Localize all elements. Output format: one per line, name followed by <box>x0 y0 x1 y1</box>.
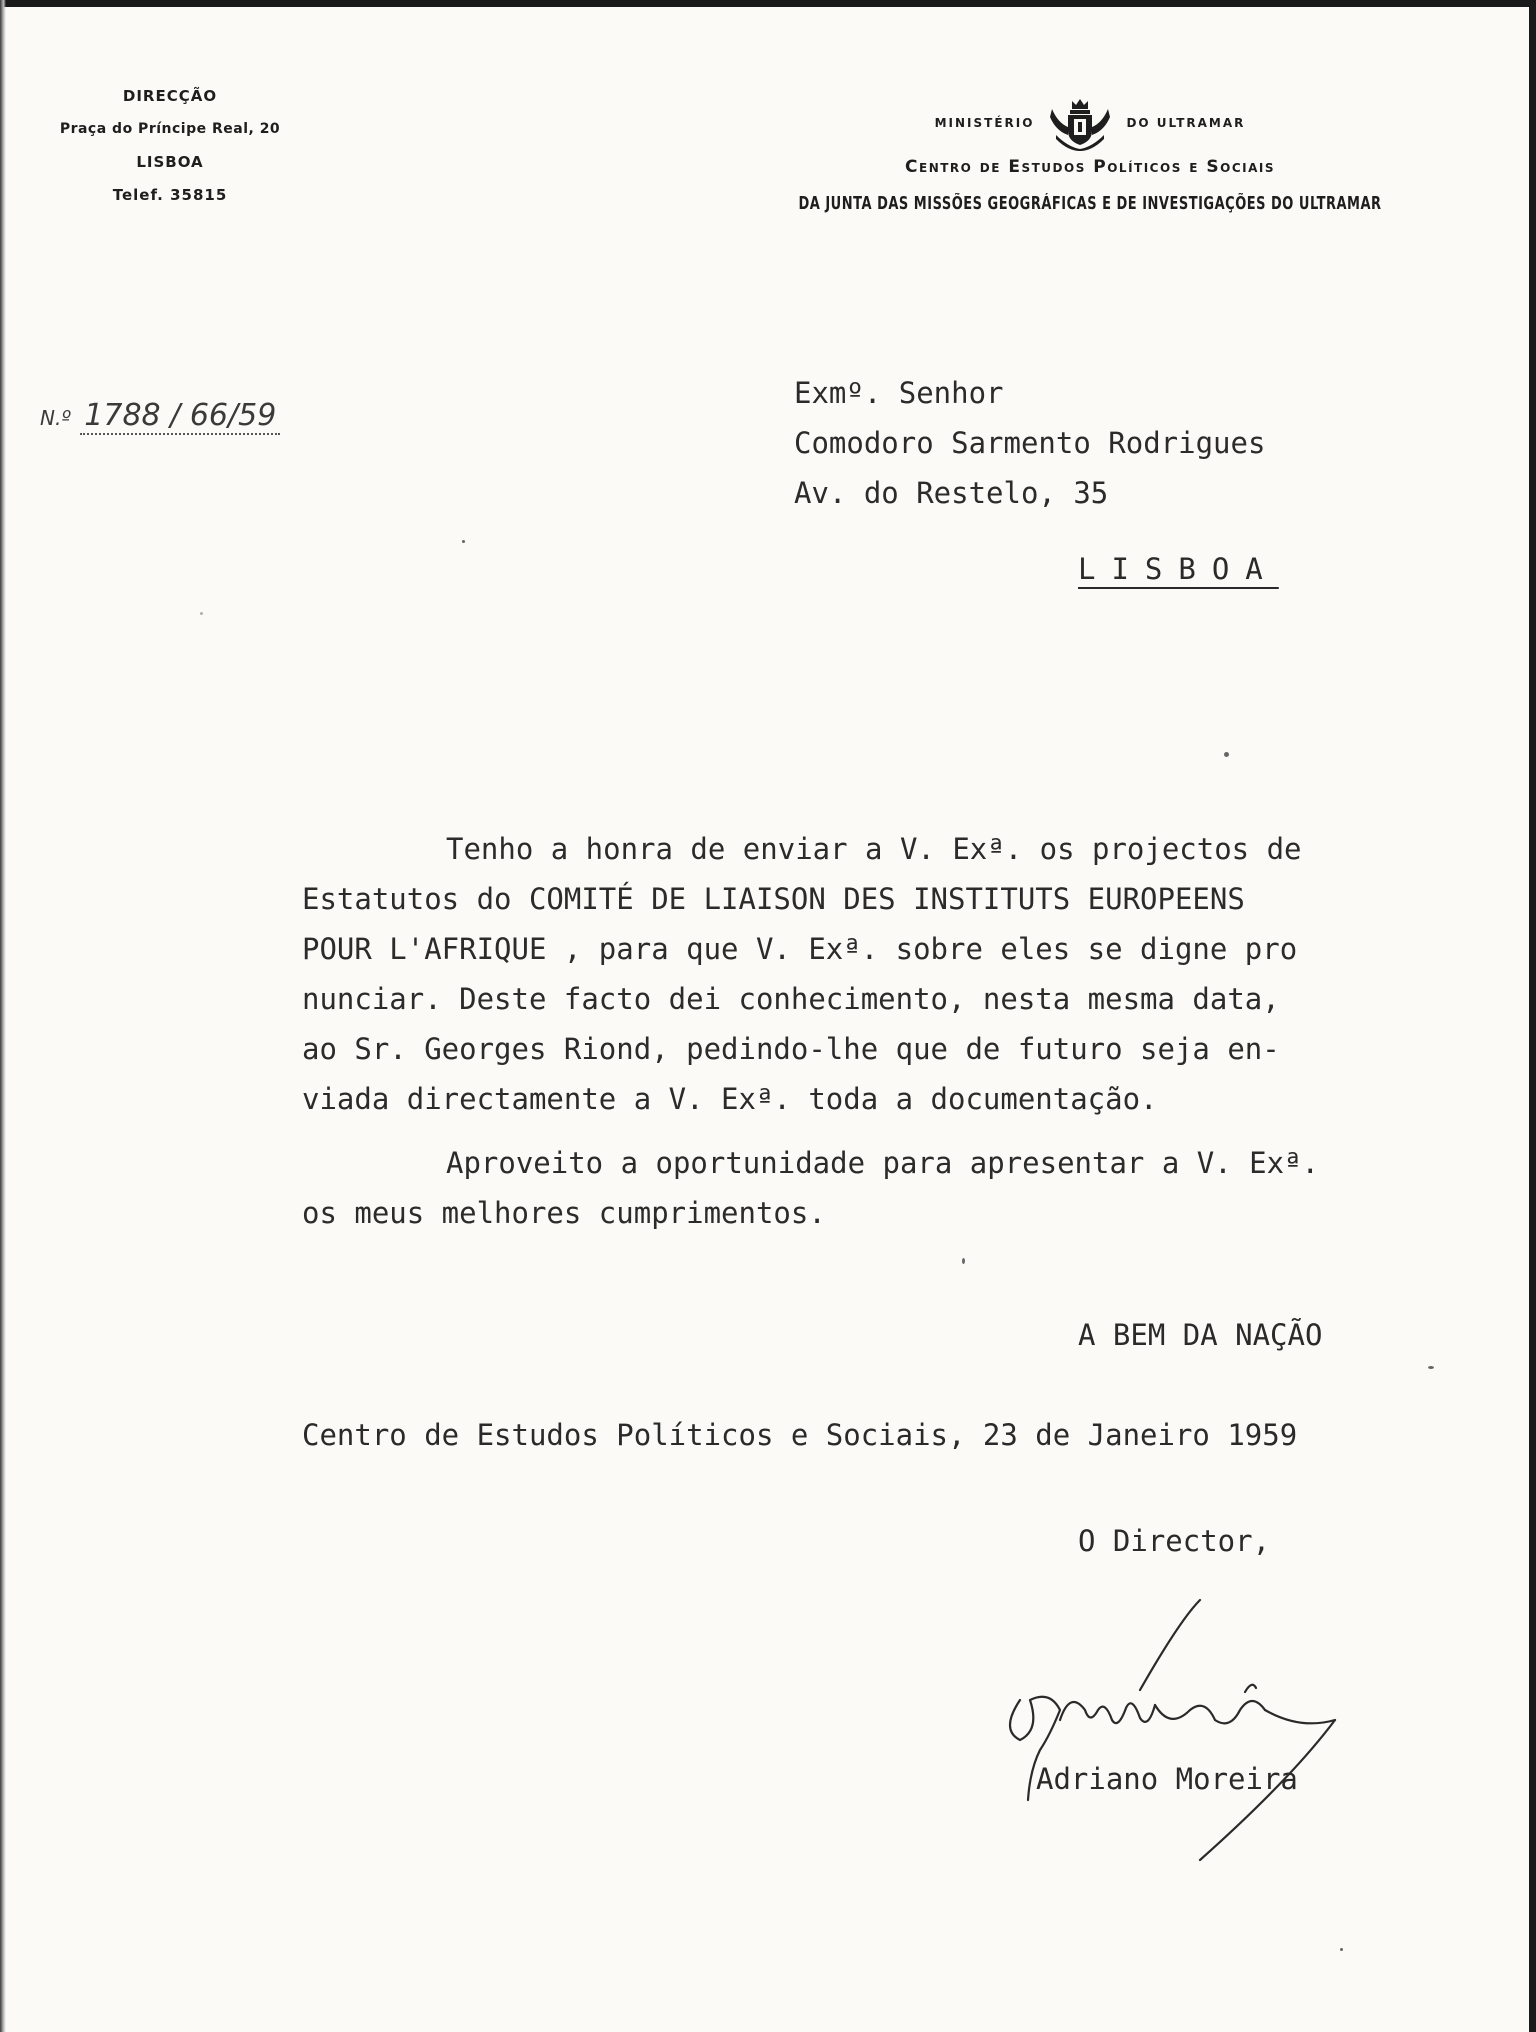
paper-speck <box>962 1258 965 1264</box>
handwritten-signature <box>990 1580 1370 1870</box>
ministry-row <box>780 95 1400 151</box>
scan-edge-left <box>0 0 6 2032</box>
paper-speck <box>1224 752 1229 757</box>
body-line: Aproveito a oportunidade para apresentar a V. Exª. <box>446 1146 1319 1180</box>
letterhead-city: LISBOA <box>136 153 204 171</box>
letterhead-phone: Telef. 35815 <box>112 186 228 204</box>
centre-name: Centro de Estudos Políticos e Sociais <box>905 157 1275 177</box>
coat-of-arms-icon <box>1048 95 1112 151</box>
letter-body <box>302 824 1482 1238</box>
paper-speck <box>462 540 465 543</box>
reference-label: N.º <box>40 406 71 430</box>
reference-value: 1788 / 66/59 <box>80 398 280 435</box>
letterhead-address: Praça do Príncipe Real, 20 <box>59 121 281 137</box>
ministry-label-left: MINISTÉRIO <box>934 116 1035 130</box>
addressee-city: LISBOA <box>1078 552 1279 586</box>
reference-number <box>40 398 280 433</box>
body-line: nunciar. Deste facto dei conhecimento, nesta mesma data, <box>302 982 1280 1016</box>
junta-name: DA JUNTA DAS MISSÕES GEOGRÁFICAS E DE INVESTIGAÇÕES DO ULTRAMAR <box>798 194 1382 215</box>
paper-speck <box>200 612 203 615</box>
closing-formula: A BEM DA NAÇÃO <box>1078 1318 1323 1352</box>
signer-title: O Director, <box>1078 1524 1271 1558</box>
letterhead-direction: DIRECÇÃO <box>122 87 218 105</box>
signer-name: Adriano Moreira <box>1036 1762 1298 1796</box>
body-line: ao Sr. Georges Riond, pedindo-lhe que de futuro seja en- <box>302 1032 1280 1066</box>
paper-speck <box>1428 1366 1434 1369</box>
addressee-salutation: Exmº. Senhor <box>794 376 1004 410</box>
letterhead-right <box>780 95 1400 215</box>
scan-edge-right <box>1529 0 1536 2032</box>
letterhead-left <box>20 80 320 212</box>
body-line: POUR L'AFRIQUE , para que V. Exª. sobre eles se digne pro <box>302 932 1298 966</box>
body-line: Estatutos do COMITÉ DE LIAISON DES INSTITUTS EUROPEENS <box>302 882 1245 916</box>
addressee-block <box>794 368 1265 518</box>
addressee-name: Comodoro Sarmento Rodrigues <box>794 426 1266 460</box>
body-line: viada directamente a V. Exª. toda a documentação. <box>302 1082 1158 1116</box>
body-line: os meus melhores cumprimentos. <box>302 1196 826 1230</box>
paper-speck <box>1340 1948 1343 1951</box>
scan-edge-top <box>0 0 1536 7</box>
place-and-date: Centro de Estudos Políticos e Sociais, 23 de Janeiro 1959 <box>302 1418 1298 1452</box>
addressee-street: Av. do Restelo, 35 <box>794 476 1109 510</box>
ministry-label-right: DO ULTRAMAR <box>1126 116 1246 130</box>
body-line: Tenho a honra de enviar a V. Exª. os projectos de <box>446 832 1302 866</box>
